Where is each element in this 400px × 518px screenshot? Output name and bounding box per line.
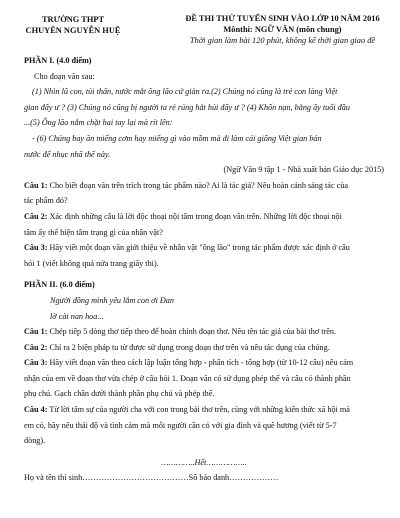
exam-body [24,53,384,486]
question-continuation: tác phẩm đó? [24,196,68,206]
question-continuation: dòng). [24,436,46,446]
part2-heading: PHẦN II. (6.0 điểm) [24,280,95,290]
school-line-1: TRƯỜNG THPT [41,15,105,24]
passage-line: gian đấy ư ? (3) Chúng nó cũng bị người ta rẻ rúng hắt hủi đấy ư ? (4) Khốn nạn, bằng ấy tuổi đầu [24,102,350,112]
passage-source: (Ngữ Văn 9 tập 1 - Nhà xuất bản Giáo dục 2015) [223,165,384,175]
question-continuation: hỏi 1 (viết không quá nửa trang giấy thi). [24,258,159,268]
question-text: Từ lời tâm sự của người cha với con trong bài thơ trên, cùng với những kiến thức xã hội mà [49,405,350,415]
part2-question-4 [24,402,384,418]
part1-question-2 [24,209,384,225]
passage-line: - (6) Chúng bay ăn miếng cơm hay miếng gì vào mồm mà đi làm cái giống Việt gian bán [32,133,322,143]
part1-question-3 [24,240,384,256]
school-header [24,14,122,36]
part2-question-2 [24,340,384,356]
candidate-info-line: Họ và tên thí sinh…………………………………Số báo danh……………… [24,473,279,483]
question-continuation: phụ chú. Gạch chân dưới thành phần phụ chú và phép thế. [24,389,215,399]
question-continuation: tâm ấy thể hiện tâm trạng gì của nhân vật? [24,227,163,237]
passage-line: nước để nhục nhã thế này. [24,149,111,159]
question-continuation: em có, hãy nêu thái độ và tình cảm mà mỗi người cần có với gia đình và quê hương (viết từ 5-7 [24,420,337,430]
question-text: Xác định những câu là lời độc thoại nội tâm trong đoạn văn trên. Những lời độc thoại nội [49,211,342,221]
question-text: Chỉ ra 2 biện pháp tu từ được sử dụng trong đoạn thơ trên và nêu tác dụng của chúng. [49,342,330,352]
question-label: Câu 1: [24,180,48,190]
end-marker: …………..Hết…………….. [161,457,247,467]
exam-header [175,13,390,46]
part2-question-3 [24,355,384,371]
question-text: Hãy viết một đoạn văn giới thiệu về nhân vật "ông lão" trong tác phẩm được xác định ở câu [49,243,350,253]
question-label: Câu 4: [24,405,48,415]
question-label: Câu 3: [24,243,48,253]
question-label: Câu 2: [24,211,48,221]
school-line-2: CHUYÊN NGUYỄN HUỆ [25,26,121,35]
question-label: Câu 3: [24,358,48,368]
question-label: Câu 1: [24,327,48,337]
question-label: Câu 2: [24,342,48,352]
exam-subject: Mônthi: NGỮ VĂN (môn chung) [223,25,342,34]
poem-line: Người đồng mình yêu lắm con ơi Đan [50,295,174,305]
question-text: Chép tiếp 5 dòng thơ tiếp theo để hoàn chỉnh đoạn thơ. Nêu tên tác giả của bài thơ trên. [49,327,336,337]
part1-heading: PHẦN I. (4.0 điểm) [24,56,92,65]
exam-duration: Thời gian làm bài 120 phút, không kể thời gian giao đề [189,36,376,45]
passage-line: (1) Nhìn lũ con, tủi thân, nước mắt ông lão cứ giàn ra.(2) Chúng nó cũng là trẻ con làng Việt [32,87,338,97]
part1-intro: Cho đoạn văn sau: [34,71,95,81]
part1-question-1 [24,178,384,194]
part2-question-1 [24,324,384,340]
question-continuation: nhận của em về đoạn thơ vừa chép ở câu hỏi 1. Đoạn văn có sử dụng phép thế và câu có thành phần [24,373,351,383]
exam-title: ĐỀ THI THỬ TUYỂN SINH VÀO LỚP 10 NĂM 2016 [185,14,380,23]
passage-line: ...(5) Ông lão nắm chặt hai tay lại mà rít lên: [24,118,173,128]
passage [24,84,384,162]
question-text: Hãy viết đoạn văn theo cách lập luận tổng hợp - phân tích - tổng hợp (từ 10-12 câu) nêu cảm [49,358,354,368]
poem-line: lờ cài nan hoa... [50,311,104,321]
question-text: Cho biết đoạn văn trên trích trong tác phẩm nào? Ai là tác giả? Nêu hoàn cảnh sáng tác của [49,180,348,190]
